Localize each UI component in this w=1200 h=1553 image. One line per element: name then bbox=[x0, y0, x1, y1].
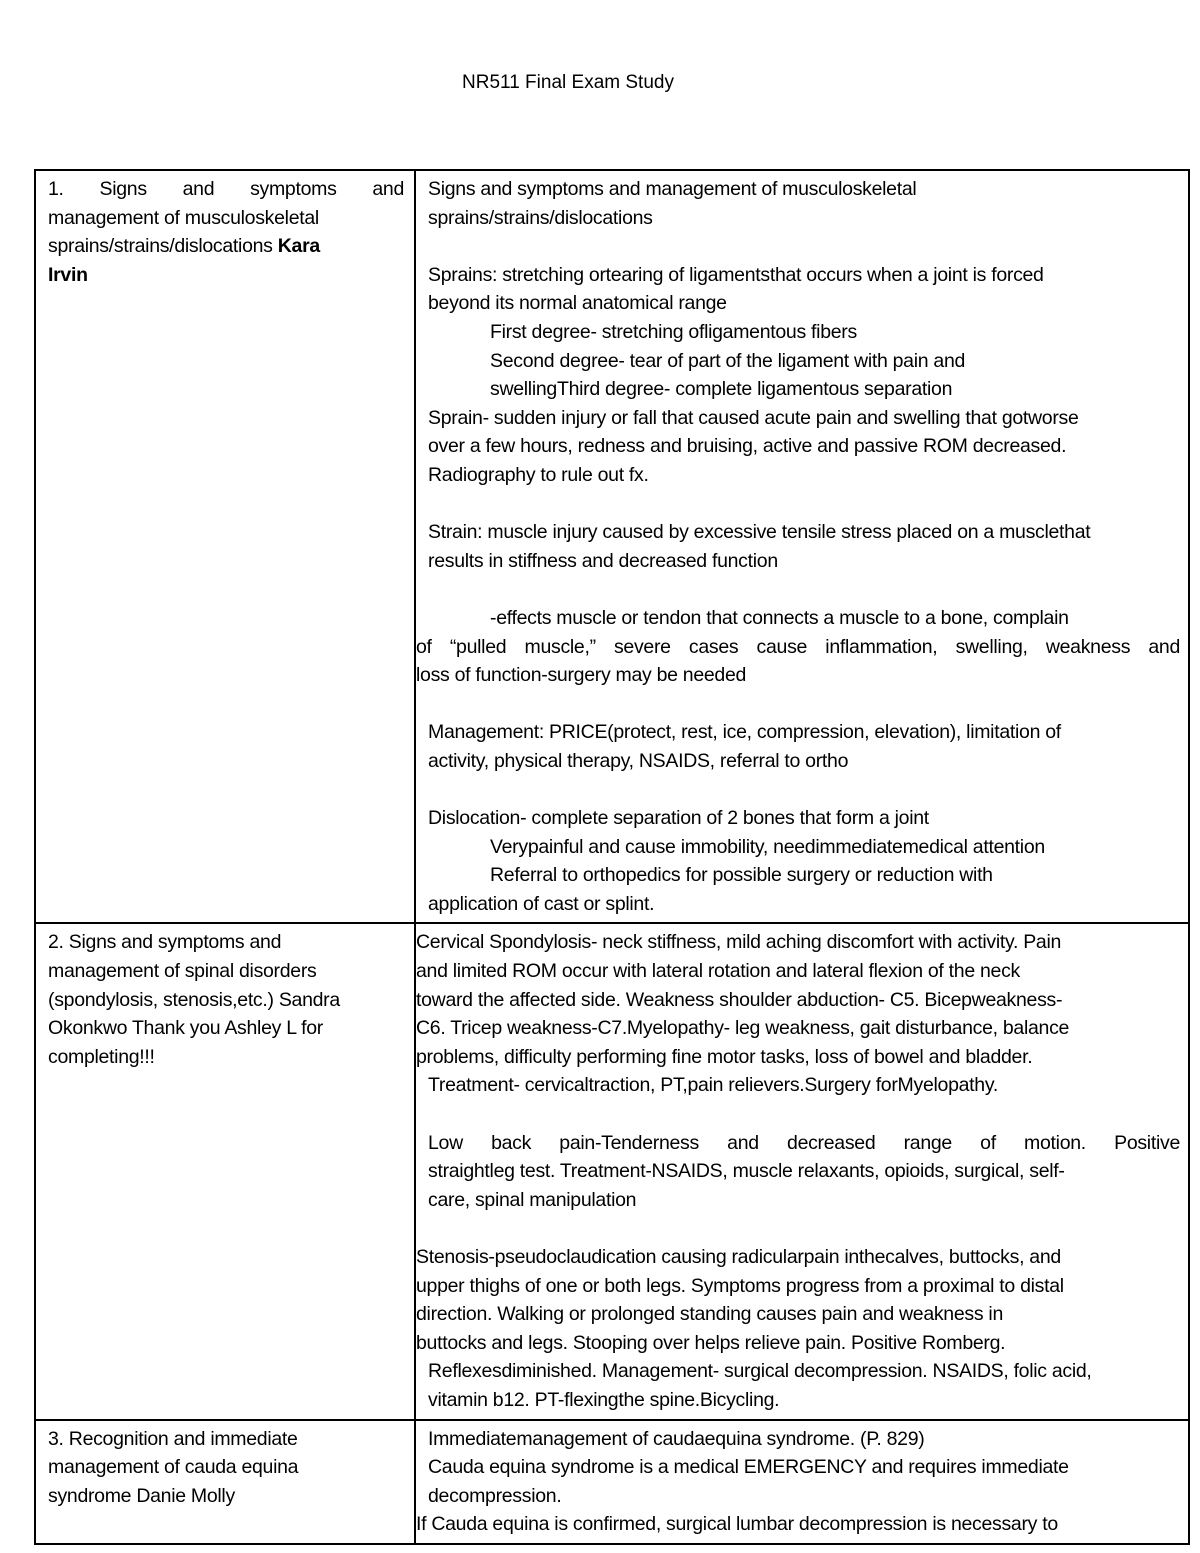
question-line: completing!!! bbox=[48, 1045, 155, 1068]
answer-line: Cervical Spondylosis- neck stiffness, mild aching discomfort with activity. Pain bbox=[416, 931, 1062, 954]
answer-line: loss of function-surgery may be needed bbox=[416, 664, 747, 687]
author-name: Kara bbox=[272, 235, 320, 258]
answer-cell bbox=[415, 170, 1189, 923]
answer-line: Cauda equina syndrome is a medical EMERGENCY and requires immediate bbox=[428, 1456, 1069, 1479]
table-row bbox=[35, 923, 1189, 1419]
answer-line: Immediatemanagement of caudaequina syndrome. (P. 829) bbox=[428, 1427, 925, 1450]
question-line: management of spinal disorders bbox=[48, 960, 317, 983]
answer-line: activity, physical therapy, NSAIDS, referral to ortho bbox=[428, 749, 849, 772]
answer-line: Sprain- sudden injury or fall that caused acute pain and swelling that gotworse bbox=[428, 406, 1079, 429]
blank-line bbox=[428, 575, 1180, 604]
answer-cell bbox=[415, 1420, 1189, 1544]
answer-cell bbox=[415, 923, 1189, 1419]
answer-line: C6. Tricep weakness-C7.Myelopathy- leg weakness, gait disturbance, balance bbox=[416, 1017, 1070, 1040]
answer-line: If Cauda equina is confirmed, surgical lumbar decompression is necessary to bbox=[416, 1513, 1058, 1536]
answer-line: Referral to orthopedics for possible surgery or reduction with bbox=[490, 864, 993, 887]
question-cell bbox=[35, 1420, 415, 1544]
blank-line bbox=[428, 775, 1180, 804]
blank-line bbox=[428, 1214, 1180, 1243]
blank-line bbox=[428, 690, 1180, 719]
question-text: sprains/strains/dislocations bbox=[48, 235, 273, 258]
question-line: 1. Signs and symptoms and bbox=[48, 178, 404, 200]
question-line: (spondylosis, stenosis,etc.) Sandra bbox=[48, 988, 340, 1011]
blank-line bbox=[428, 1100, 1180, 1129]
answer-line: Second degree- tear of part of the ligament with pain and bbox=[490, 349, 966, 372]
answer-line: straightleg test. Treatment-NSAIDS, muscle relaxants, opioids, surgical, self- bbox=[428, 1160, 1065, 1183]
question-line: management of cauda equina bbox=[48, 1456, 299, 1479]
answer-line: upper thighs of one or both legs. Symptoms progress from a proximal to distal bbox=[416, 1274, 1064, 1297]
question-line: 2. Signs and symptoms and bbox=[48, 931, 282, 954]
question-line: Okonkwo Thank you Ashley L for bbox=[48, 1017, 323, 1040]
answer-line: problems, difficulty performing fine motor tasks, loss of bowel and bladder. bbox=[416, 1045, 1033, 1068]
answer-line: Verypainful and cause immobility, needimmediatemedical attention bbox=[490, 835, 1045, 858]
question-line: syndrome Danie Molly bbox=[48, 1484, 235, 1507]
answer-line: application of cast or splint. bbox=[428, 892, 655, 915]
answer-line: direction. Walking or prolonged standing causes pain and weakness in bbox=[416, 1303, 1003, 1326]
answer-line: Strain: muscle injury caused by excessive tensile stress placed on a musclethat bbox=[428, 521, 1091, 544]
answer-line: Stenosis-pseudoclaudication causing radicularpain inthecalves, buttocks, and bbox=[416, 1245, 1061, 1268]
answer-line: Low back pain-Tenderness and decreased range of motion. Positive bbox=[428, 1131, 1180, 1154]
question-line: management of musculoskeletal bbox=[48, 206, 319, 229]
answer-line: and limited ROM occur with lateral rotation and lateral flexion of the neck bbox=[416, 960, 1020, 983]
answer-line: Reflexesdiminished. Management- surgical decompression. NSAIDS, folic acid, bbox=[428, 1360, 1092, 1383]
answer-line: Radiography to rule out fx. bbox=[428, 463, 649, 486]
answer-line: Dislocation- complete separation of 2 bones that form a joint bbox=[428, 807, 929, 830]
answer-line: Treatment- cervicaltraction, PT,pain relievers.Surgery forMyelopathy. bbox=[428, 1074, 998, 1097]
answer-line: decompression. bbox=[428, 1484, 562, 1507]
table-row bbox=[35, 170, 1189, 923]
study-table bbox=[34, 169, 1190, 1545]
answer-line: beyond its normal anatomical range bbox=[428, 292, 727, 315]
answer-line: care, spinal manipulation bbox=[428, 1188, 637, 1211]
answer-line: of “pulled muscle,” severe cases cause inflammation, swelling, weakness and bbox=[416, 635, 1180, 658]
question-cell bbox=[35, 923, 415, 1419]
question-line: 3. Recognition and immediate bbox=[48, 1427, 298, 1450]
answer-line: -effects muscle or tendon that connects a muscle to a bone, complain bbox=[490, 606, 1069, 629]
answer-line: over a few hours, redness and bruising, active and passive ROM decreased. bbox=[428, 435, 1067, 458]
answer-line: Management: PRICE(protect, rest, ice, compression, elevation), limitation of bbox=[428, 721, 1061, 744]
blank-line bbox=[428, 490, 1180, 519]
table-row bbox=[35, 1420, 1189, 1544]
answer-line: vitamin b12. PT-flexingthe spine.Bicycling. bbox=[428, 1388, 780, 1411]
author-name: Irvin bbox=[48, 263, 88, 286]
question-cell bbox=[35, 170, 415, 923]
answer-line: Signs and symptoms and management of musculoskeletal bbox=[428, 178, 917, 200]
question-line bbox=[48, 232, 404, 261]
page-title: NR511 Final Exam Study bbox=[462, 72, 674, 93]
blank-line bbox=[428, 232, 1180, 261]
answer-line: sprains/strains/dislocations bbox=[428, 206, 653, 229]
answer-line: buttocks and legs. Stooping over helps relieve pain. Positive Romberg. bbox=[416, 1331, 1006, 1354]
answer-line: Sprains: stretching ortearing of ligamentsthat occurs when a joint is forced bbox=[428, 263, 1044, 286]
answer-line: toward the affected side. Weakness shoulder abduction- C5. Bicepweakness- bbox=[416, 988, 1063, 1011]
answer-line: First degree- stretching ofligamentous fibers bbox=[490, 320, 857, 343]
answer-line: results in stiffness and decreased function bbox=[428, 549, 778, 572]
answer-line: swellingThird degree- complete ligamentous separation bbox=[490, 378, 953, 401]
